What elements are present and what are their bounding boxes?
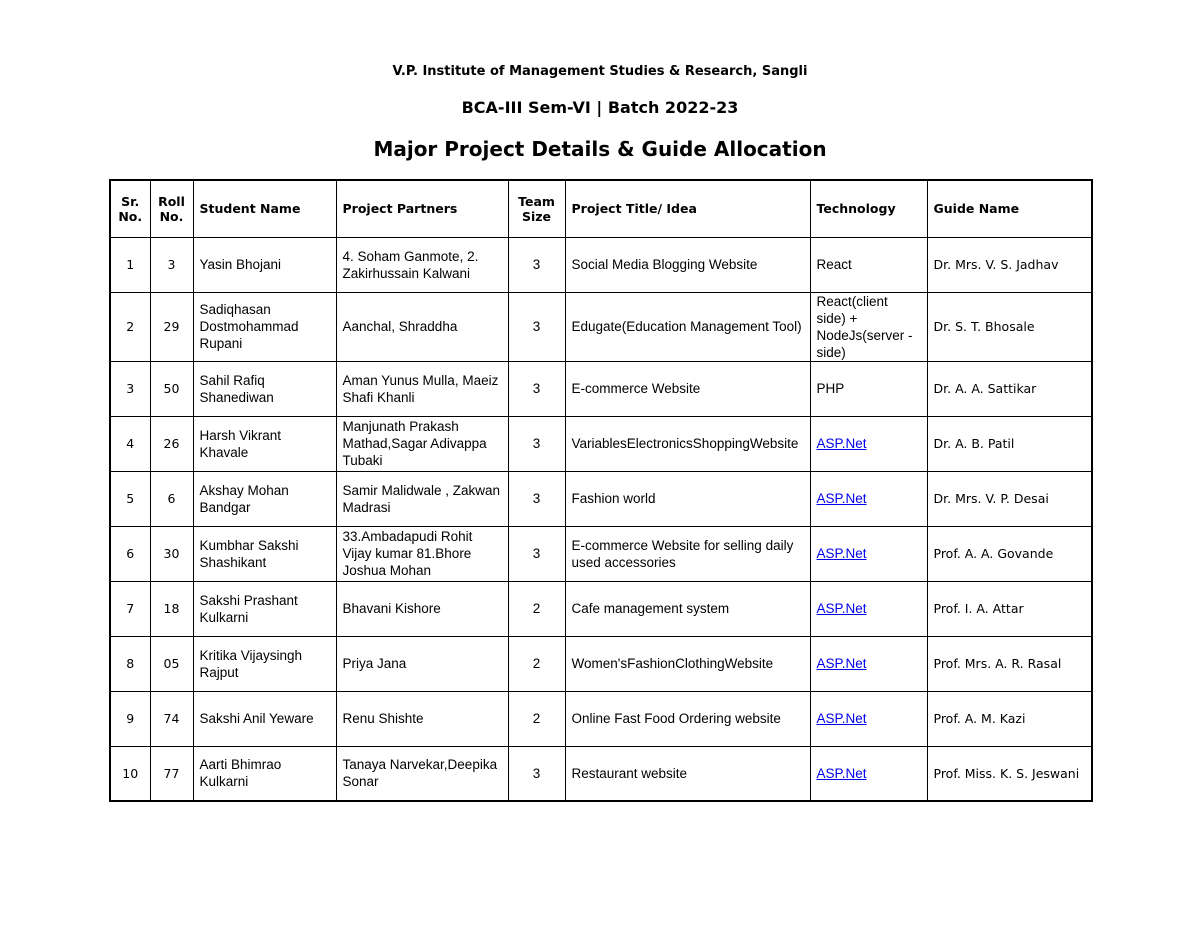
partners-cell: Aman Yunus Mulla, Maeiz Shafi Khanli: [336, 361, 508, 416]
guide-name-cell: Dr. A. A. Sattikar: [927, 361, 1092, 416]
guide-name-cell: Prof. I. A. Attar: [927, 581, 1092, 636]
table-row: [110, 581, 1092, 636]
project-title-cell: E-commerce Website for selling daily used accessories: [565, 526, 810, 581]
roll-cell: 77: [150, 746, 193, 801]
sr-cell: 9: [110, 691, 150, 746]
sr-cell: 2: [110, 292, 150, 361]
project-title-cell: Social Media Blogging Website: [565, 237, 810, 292]
project-title-cell: Restaurant website: [565, 746, 810, 801]
student-name-cell: Aarti Bhimrao Kulkarni: [193, 746, 336, 801]
roll-cell: 05: [150, 636, 193, 691]
student-name-cell: Sakshi Prashant Kulkarni: [193, 581, 336, 636]
sr-cell: 5: [110, 471, 150, 526]
institute-name: V.P. Institute of Management Studies & Research, Sangli: [392, 64, 808, 79]
table-row: [110, 292, 1092, 361]
table-row: [110, 471, 1092, 526]
table-row: [110, 237, 1092, 292]
partners-cell: 33.Ambadapudi Rohit Vijay kumar 81.Bhore Joshua Mohan: [336, 526, 508, 581]
project-title-cell: VariablesElectronicsShoppingWebsite: [565, 416, 810, 471]
technology-cell: [810, 636, 927, 691]
technology-link[interactable]: ASP.Net: [816, 491, 867, 506]
technology-cell: React: [810, 237, 927, 292]
sr-cell: 1: [110, 237, 150, 292]
table-row: [110, 746, 1092, 801]
batch-heading: BCA-III Sem-VI | Batch 2022-23: [461, 98, 739, 117]
student-name-cell: Kumbhar Sakshi Shashikant: [193, 526, 336, 581]
team-size-cell: 3: [508, 746, 565, 801]
student-name-cell: Harsh Vikrant Khavale: [193, 416, 336, 471]
col-header-project: Project Title/ Idea: [565, 180, 810, 237]
partners-cell: Tanaya Narvekar,Deepika Sonar: [336, 746, 508, 801]
technology-cell: [810, 526, 927, 581]
technology-link[interactable]: ASP.Net: [816, 546, 867, 561]
table-row: [110, 416, 1092, 471]
project-table: [109, 179, 1093, 802]
team-size-cell: 3: [508, 292, 565, 361]
partners-cell: 4. Soham Ganmote, 2. Zakirhussain Kalwani: [336, 237, 508, 292]
table-row: [110, 691, 1092, 746]
student-name-cell: Kritika Vijaysingh Rajput: [193, 636, 336, 691]
student-name-cell: Yasin Bhojani: [193, 237, 336, 292]
technology-cell: [810, 416, 927, 471]
technology-link[interactable]: ASP.Net: [816, 656, 867, 671]
partners-cell: Priya Jana: [336, 636, 508, 691]
technology-cell: [810, 471, 927, 526]
guide-name-cell: Dr. Mrs. V. S. Jadhav: [927, 237, 1092, 292]
team-size-cell: 3: [508, 416, 565, 471]
technology-cell: [810, 746, 927, 801]
table-row: [110, 361, 1092, 416]
guide-name-cell: Dr. A. B. Patil: [927, 416, 1092, 471]
sr-cell: 6: [110, 526, 150, 581]
technology-link[interactable]: ASP.Net: [816, 436, 867, 451]
col-header-student: Student Name: [193, 180, 336, 237]
guide-name-cell: Prof. Mrs. A. R. Rasal: [927, 636, 1092, 691]
guide-name-cell: Prof. Miss. K. S. Jeswani: [927, 746, 1092, 801]
table-header-row: [110, 180, 1092, 237]
col-header-partners: Project Partners: [336, 180, 508, 237]
team-size-cell: 3: [508, 526, 565, 581]
team-size-cell: 2: [508, 691, 565, 746]
partners-cell: Samir Malidwale , Zakwan Madrasi: [336, 471, 508, 526]
guide-name-cell: Prof. A. M. Kazi: [927, 691, 1092, 746]
roll-cell: 6: [150, 471, 193, 526]
roll-cell: 30: [150, 526, 193, 581]
student-name-cell: Sadiqhasan Dostmohammad Rupani: [193, 292, 336, 361]
technology-link[interactable]: ASP.Net: [816, 765, 867, 781]
team-size-cell: 3: [508, 361, 565, 416]
technology-cell: React(client side) + NodeJs(server -side): [810, 292, 927, 361]
guide-name-cell: Prof. A. A. Govande: [927, 526, 1092, 581]
table-row: [110, 526, 1092, 581]
technology-link[interactable]: ASP.Net: [816, 601, 867, 616]
team-size-cell: 2: [508, 581, 565, 636]
roll-cell: 50: [150, 361, 193, 416]
technology-link[interactable]: ASP.Net: [816, 711, 867, 726]
sr-cell: 8: [110, 636, 150, 691]
project-title-cell: Fashion world: [565, 471, 810, 526]
student-name-cell: Sakshi Anil Yeware: [193, 691, 336, 746]
col-header-guide: Guide Name: [927, 180, 1092, 237]
col-header-sr: Sr. No.: [110, 180, 150, 237]
sr-cell: 3: [110, 361, 150, 416]
page-title: Major Project Details & Guide Allocation: [373, 137, 827, 161]
roll-cell: 3: [150, 237, 193, 292]
table-row: [110, 636, 1092, 691]
sr-cell: 4: [110, 416, 150, 471]
sr-cell: 7: [110, 581, 150, 636]
technology-cell: PHP: [810, 361, 927, 416]
partners-cell: Manjunath Prakash Mathad,Sagar Adivappa Tubaki: [336, 416, 508, 471]
guide-name-cell: Dr. S. T. Bhosale: [927, 292, 1092, 361]
technology-cell: [810, 691, 927, 746]
sr-cell: 10: [110, 746, 150, 801]
technology-cell: [810, 581, 927, 636]
col-header-tech: Technology: [810, 180, 927, 237]
team-size-cell: 3: [508, 471, 565, 526]
project-title-cell: Online Fast Food Ordering website: [565, 691, 810, 746]
team-size-cell: 2: [508, 636, 565, 691]
project-title-cell: Edugate(Education Management Tool): [565, 292, 810, 361]
student-name-cell: Akshay Mohan Bandgar: [193, 471, 336, 526]
partners-cell: Renu Shishte: [336, 691, 508, 746]
col-header-team: Team Size: [508, 180, 565, 237]
team-size-cell: 3: [508, 237, 565, 292]
student-name-cell: Sahil Rafiq Shanediwan: [193, 361, 336, 416]
roll-cell: 26: [150, 416, 193, 471]
project-title-cell: Cafe management system: [565, 581, 810, 636]
roll-cell: 18: [150, 581, 193, 636]
roll-cell: 29: [150, 292, 193, 361]
guide-name-cell: Dr. Mrs. V. P. Desai: [927, 471, 1092, 526]
partners-cell: Bhavani Kishore: [336, 581, 508, 636]
project-title-cell: E-commerce Website: [565, 361, 810, 416]
roll-cell: 74: [150, 691, 193, 746]
project-title-cell: Women'sFashionClothingWebsite: [565, 636, 810, 691]
partners-cell: Aanchal, Shraddha: [336, 292, 508, 361]
col-header-roll: Roll No.: [150, 180, 193, 237]
